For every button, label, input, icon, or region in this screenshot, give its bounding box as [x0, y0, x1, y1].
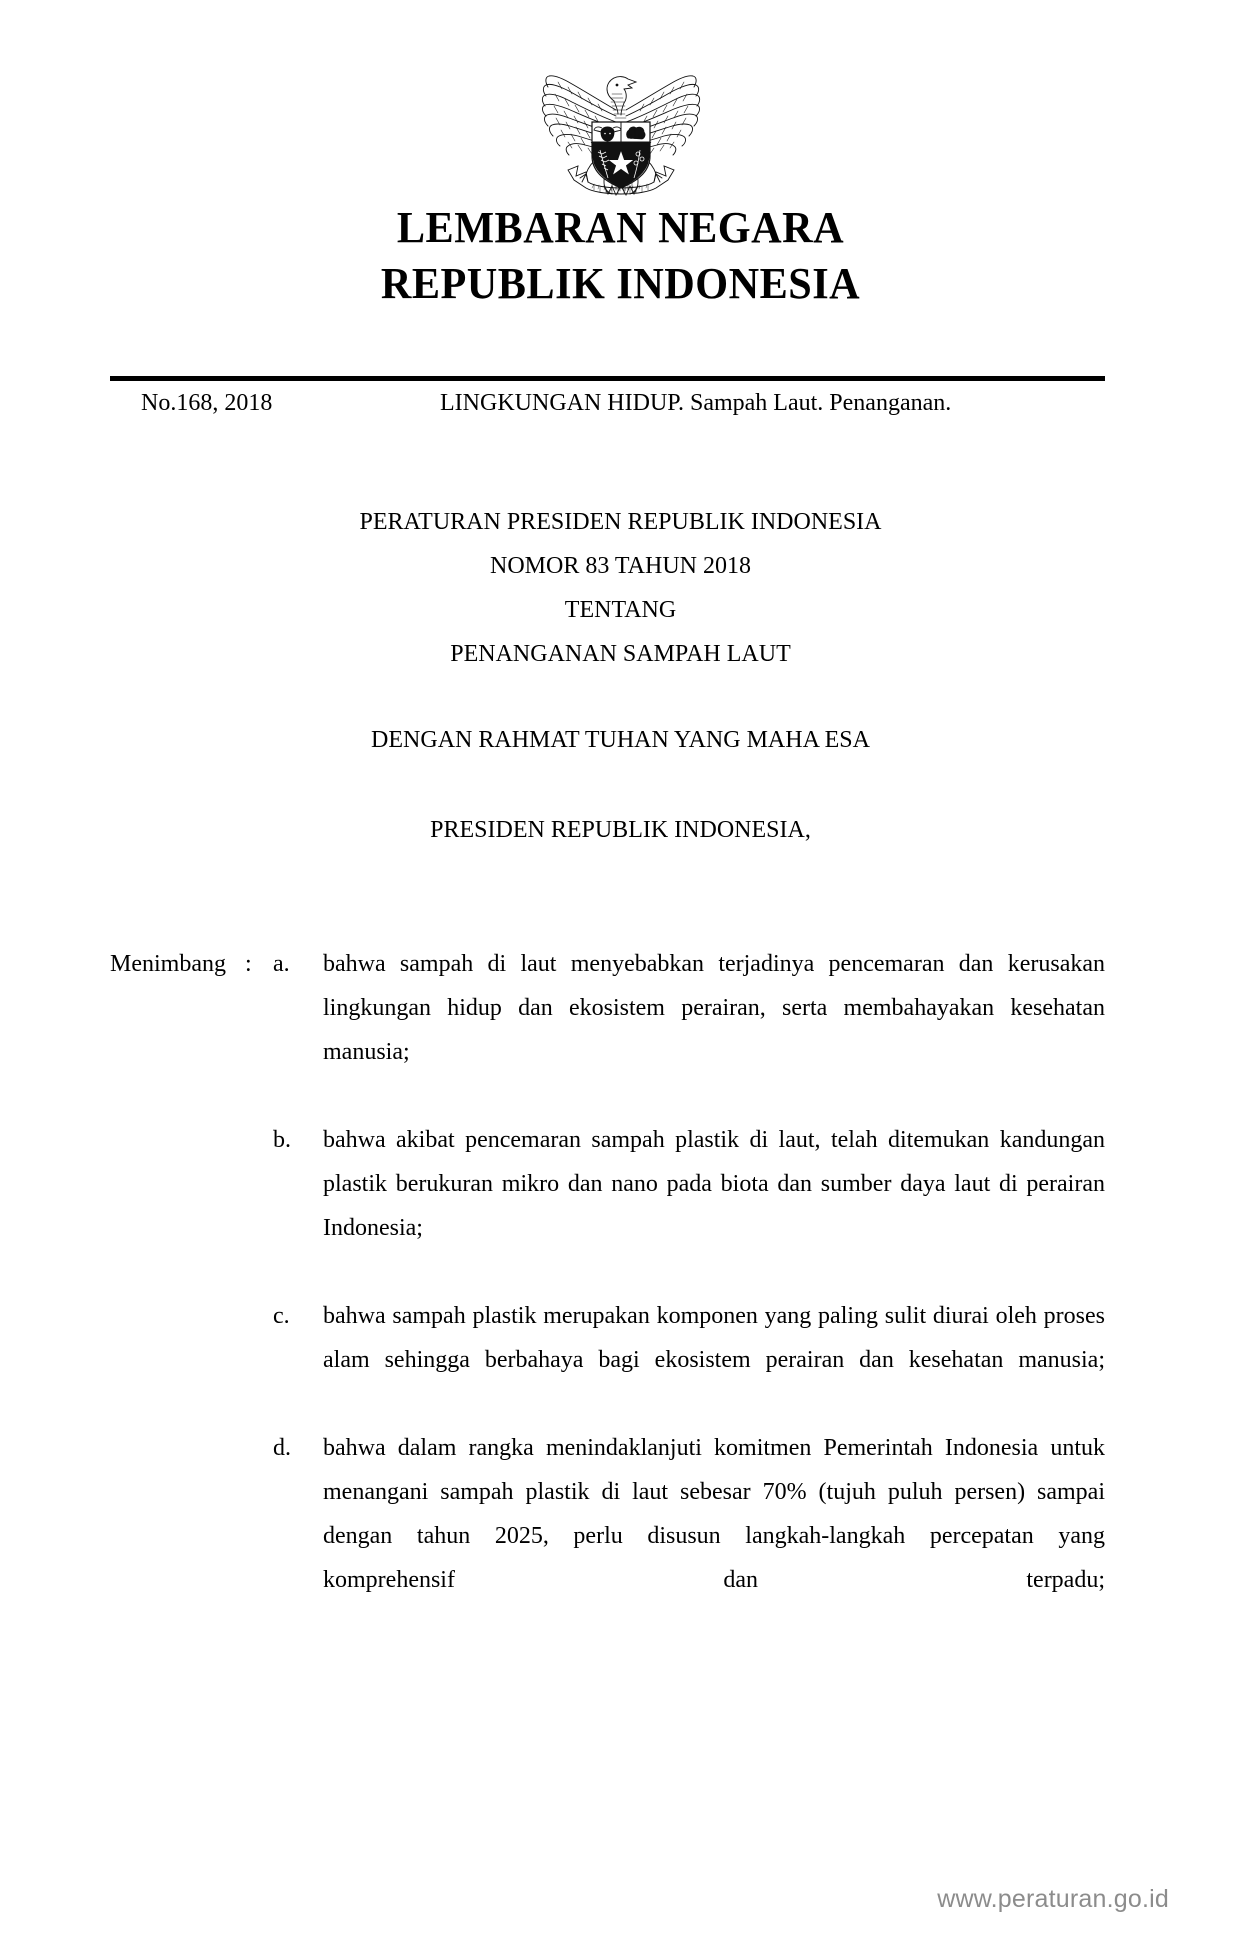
masthead	[0, 200, 1241, 313]
emblem-container	[0, 58, 1241, 208]
gazette-subject: LINGKUNGAN HIDUP. Sampah Laut. Penanganan.	[440, 390, 952, 416]
considerations-colon: :	[245, 951, 252, 977]
item-text-d: bahwa dalam rangka menindaklanjuti komitmen Pemerintah Indonesia untuk menangani sampah plastik di laut sebesar 70% (tujuh puluh persen) sampai dengan tahun 2025, perlu disusun langkah-langkah percepatan yang komprehensif dan terpadu;	[323, 1435, 1105, 1593]
title-line-issuer: PERATURAN PRESIDEN REPUBLIK INDONESIA	[359, 509, 882, 535]
item-marker-b: b.	[273, 1127, 291, 1153]
item-marker-c: c.	[273, 1303, 290, 1329]
garuda-pancasila-emblem	[528, 58, 714, 208]
consideration-item-d	[110, 1426, 1105, 1646]
invocation-line: DENGAN RAHMAT TUHAN YANG MAHA ESA	[371, 727, 870, 753]
title-line-about: TENTANG	[564, 597, 677, 623]
consideration-item-c	[110, 1294, 1105, 1426]
considerations-label: Menimbang	[110, 951, 226, 977]
gazette-info-row	[110, 385, 1105, 421]
title-line-subject: PENANGANAN SAMPAH LAUT	[450, 641, 791, 667]
item-text-b: bahwa akibat pencemaran sampah plastik di laut, telah ditemukan kandungan plastik berukuran mikro dan nano pada biota dan sumber daya laut di perairan Indonesia;	[323, 1127, 1105, 1241]
consideration-item-a	[110, 942, 1105, 1118]
consideration-item-b	[110, 1118, 1105, 1294]
masthead-line-1: LEMBARAN NEGARA	[396, 203, 845, 252]
title-line-number: NOMOR 83 TAHUN 2018	[490, 553, 751, 579]
item-text-c: bahwa sampah plastik merupakan komponen yang paling sulit diurai oleh proses alam sehingga berbahaya bagi ekosistem perairan dan kesehatan manusia;	[323, 1303, 1105, 1373]
masthead-line-2: REPUBLIK INDONESIA	[380, 259, 861, 309]
regulation-title-block	[0, 500, 1241, 676]
masthead-divider-rule	[110, 376, 1105, 381]
item-marker-a: a.	[273, 951, 290, 977]
gazette-number: No.168, 2018	[141, 390, 273, 416]
authority-line: PRESIDEN REPUBLIK INDONESIA,	[430, 817, 811, 843]
considerations-section	[110, 942, 1105, 1646]
item-marker-d: d.	[273, 1435, 291, 1461]
footer-watermark: www.peraturan.go.id	[937, 1885, 1169, 1913]
item-text-a: bahwa sampah di laut menyebabkan terjadinya pencemaran dan kerusakan lingkungan hidup dan ekosistem perairan, serta membahayakan kesehatan manusia;	[323, 951, 1105, 1065]
